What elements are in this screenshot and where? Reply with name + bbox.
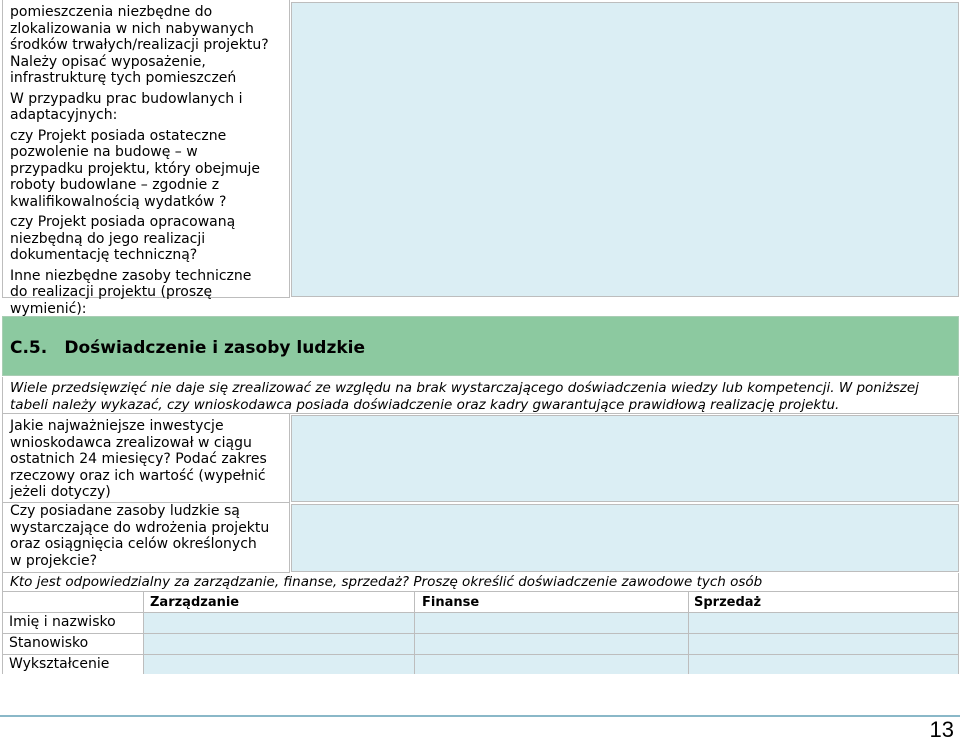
cell-management-name[interactable] <box>144 613 414 633</box>
question-text: W przypadku prac budowlanych i adaptacyjnych: <box>10 90 243 123</box>
cell-finance-position[interactable] <box>415 634 688 654</box>
row-label-position: Stanowisko <box>9 635 89 651</box>
cell-management-education[interactable] <box>144 655 414 674</box>
page-number: 13 <box>929 717 954 742</box>
section-number: C.5. <box>10 338 48 358</box>
question-cell <box>2 503 290 573</box>
question-text: Jakie najważniejsze inwestycje wnioskodawca zrealizował w ciągu ostatnich 24 miesięcy? Podać zakres rzeczowy oraz ich wartość (wypełnić jeżeli dotyczy) <box>10 418 267 500</box>
question-text: pomieszczenia niezbędne do zlokalizowania w nich nabywanych środków trwałych/realizacji projektu? Należy opisać wyposażenie, infrastrukturę tych pomieszczeń <box>10 4 269 86</box>
cell-finance-education[interactable] <box>415 655 688 674</box>
column-header-sales: Sprzedaż <box>694 595 762 610</box>
question-text: czy Projekt posiada ostateczne pozwolenie na budowę – w przypadku projektu, który obejmuje roboty budowlane – zgodnie z kwalifikowalnością wydatków ? <box>10 127 261 210</box>
cell-sales-name[interactable] <box>689 613 958 633</box>
row-label-name: Imię i nazwisko <box>9 614 116 630</box>
staff-table <box>2 592 959 674</box>
question-cell <box>2 573 959 592</box>
footer-divider <box>0 715 960 717</box>
column-header-finance: Finanse <box>422 595 480 610</box>
cell-sales-education[interactable] <box>689 655 958 674</box>
question-text: Czy posiadane zasoby ludzkie są wystarczające do wdrożenia projektu oraz osiągnięcia celów określonych w projekcie? <box>10 503 270 569</box>
row-label-education: Wykształcenie <box>9 656 110 672</box>
question-text: Inne niezbędne zasoby techniczne do realizacji projektu (proszę wymienić): <box>10 267 252 317</box>
section-intro-cell <box>2 377 959 414</box>
top-question-cell <box>2 0 290 317</box>
cell-sales-position[interactable] <box>689 634 958 654</box>
cell-finance-name[interactable] <box>415 613 688 633</box>
answer-field-resources[interactable] <box>291 504 959 572</box>
section-title: Doświadczenie i zasoby ludzkie <box>64 338 366 358</box>
question-text: Kto jest odpowiedzialny za zarządzanie, finanse, sprzedaż? Proszę określić doświadczenie zawodowe tych osób <box>10 574 763 590</box>
question-text: czy Projekt posiada opracowaną niezbędną do jego realizacji dokumentację techniczną? <box>10 214 236 263</box>
answer-field-top[interactable] <box>291 2 959 297</box>
question-cell <box>2 414 290 503</box>
cell-management-position[interactable] <box>144 634 414 654</box>
section-header <box>2 316 959 376</box>
section-intro: Wiele przedsięwzięć nie daje się zrealizować ze względu na brak wystarczającego doświadczenia wiedzy lub kompetencji. W poniższej tabeli należy wykazać, czy wnioskodawca posiada doświadczenie oraz kadry gwarantujące prawidłową realizację projektu. <box>10 380 919 413</box>
answer-field-investments[interactable] <box>291 415 959 502</box>
column-header-management: Zarządzanie <box>150 595 240 610</box>
